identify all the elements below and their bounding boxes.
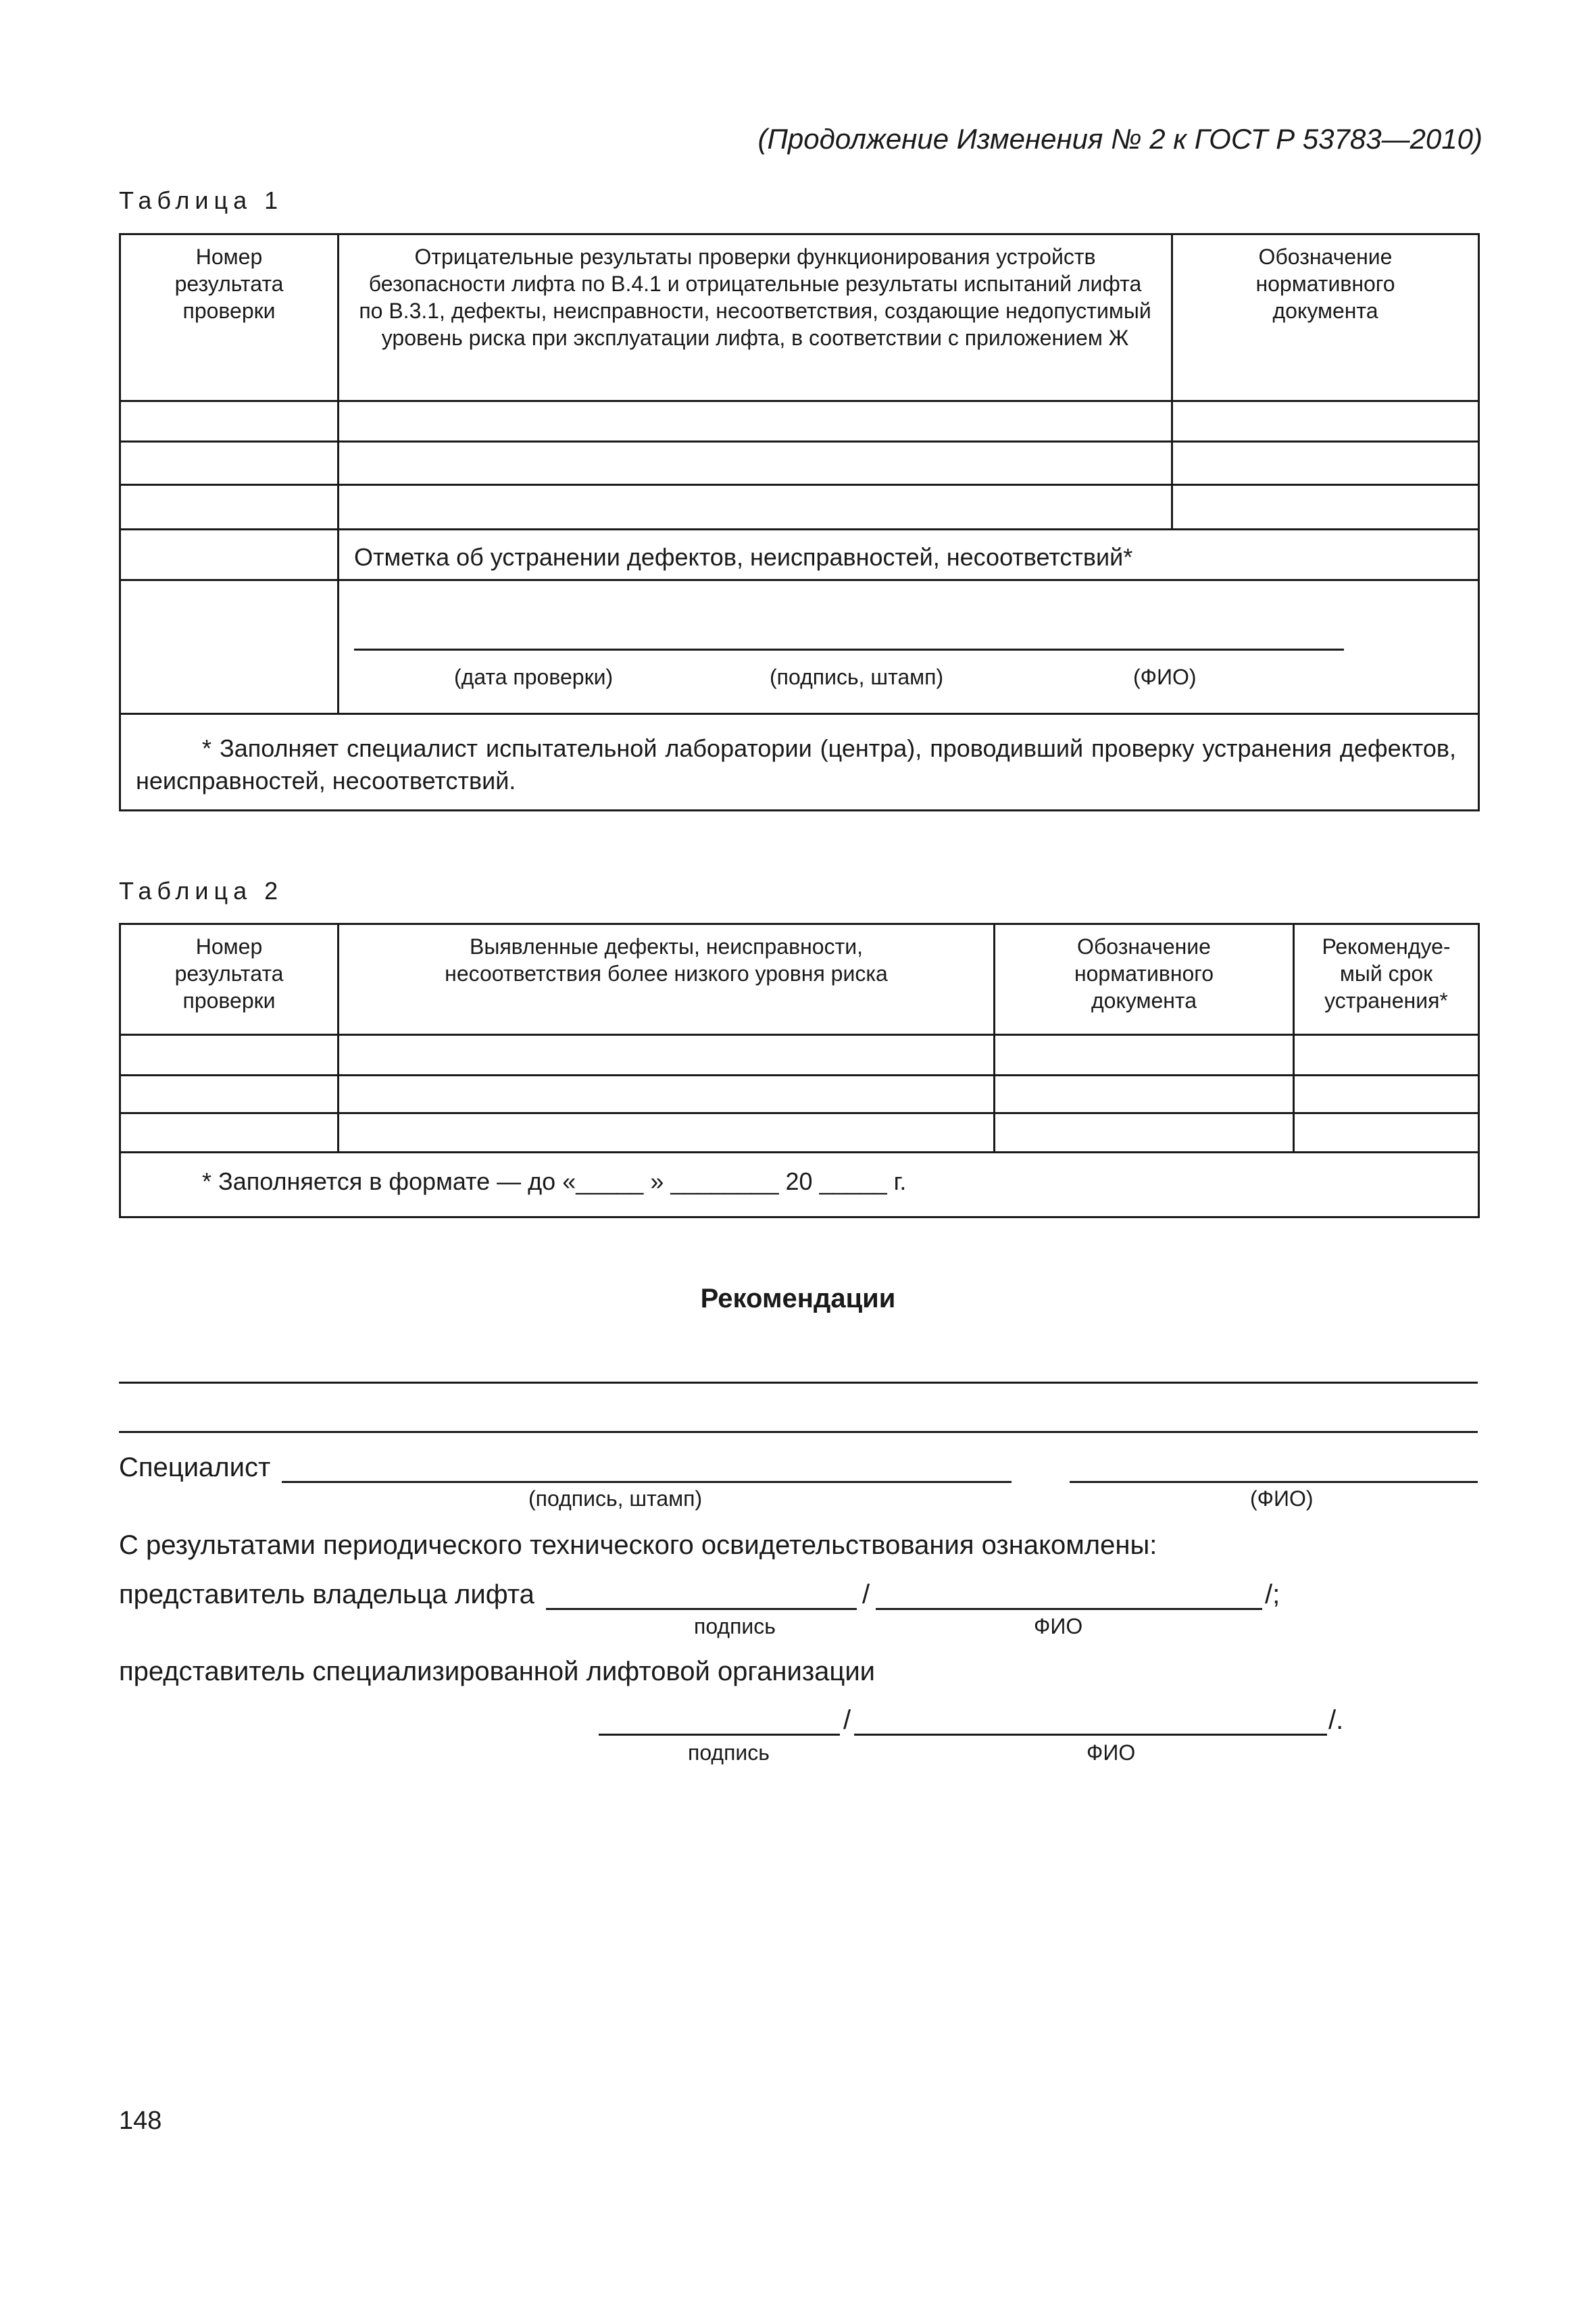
owner-name-label: ФИО bbox=[1034, 1614, 1083, 1638]
date-check-label: (дата проверки) bbox=[454, 665, 614, 689]
table1-header-normative-doc: Обозначение нормативного документа bbox=[1172, 234, 1479, 401]
table-row bbox=[120, 485, 1479, 530]
table-row bbox=[120, 1113, 1479, 1153]
table1-mark-row bbox=[120, 530, 1479, 580]
table-cell[interactable] bbox=[1172, 485, 1479, 530]
table-cell[interactable] bbox=[339, 401, 1172, 442]
table-cell[interactable] bbox=[995, 1035, 1294, 1076]
table-cell bbox=[120, 580, 339, 714]
header-note: (Продолжение Изменения № 2 к ГОСТ Р 53783—2010) bbox=[757, 123, 1482, 155]
acknowledgement-intro: С результатами периодического технического освидетельствования ознакомлены: bbox=[119, 1530, 1157, 1560]
owner-signature-label: подпись bbox=[694, 1614, 776, 1638]
org-name-label: ФИО bbox=[1087, 1740, 1136, 1765]
table-cell[interactable] bbox=[1294, 1035, 1479, 1076]
owner-separator: / bbox=[862, 1580, 870, 1609]
table-row bbox=[120, 442, 1479, 485]
specialist-signature-label: (подпись, штамп) bbox=[528, 1486, 703, 1511]
table2-header-recommended-term: Рекомендуе-мый срок устранения* bbox=[1294, 924, 1479, 1035]
owner-end: /; bbox=[1265, 1580, 1280, 1609]
recommendation-line-1[interactable] bbox=[119, 1382, 1478, 1384]
table1 bbox=[119, 233, 1480, 811]
table2-header-defects: Выявленные дефекты, неисправности, несоответствия более низкого уровня риска bbox=[339, 924, 995, 1035]
table-row bbox=[120, 1035, 1479, 1076]
org-signature-label: подпись bbox=[688, 1740, 770, 1765]
table1-footnote-row bbox=[120, 714, 1479, 811]
org-separator: / bbox=[843, 1705, 851, 1735]
table2 bbox=[119, 923, 1480, 1218]
table-row bbox=[120, 401, 1479, 442]
table-cell[interactable] bbox=[120, 442, 339, 485]
table1-sign-row bbox=[120, 580, 1479, 714]
table-cell[interactable] bbox=[120, 1076, 339, 1113]
owner-name-line[interactable] bbox=[876, 1608, 1262, 1610]
table-cell bbox=[120, 530, 339, 580]
table1-mark-text: Отметка об устранении дефектов, неисправностей, несоответствий* bbox=[339, 530, 1479, 580]
table-cell[interactable] bbox=[1294, 1113, 1479, 1153]
org-name-line[interactable] bbox=[854, 1734, 1327, 1736]
table1-footnote: * Заполняет специалист испытательной лаборатории (центра), проводивший проверку устранения дефектов, неисправностей, несоответствий. bbox=[120, 714, 1479, 811]
recommendations-title: Рекомендации bbox=[700, 1284, 896, 1313]
table-cell[interactable] bbox=[120, 485, 339, 530]
table-cell[interactable] bbox=[339, 485, 1172, 530]
table-row bbox=[120, 1076, 1479, 1113]
full-name-label: (ФИО) bbox=[1133, 665, 1197, 689]
table1-sign-cell bbox=[339, 580, 1479, 714]
table-cell[interactable] bbox=[1294, 1076, 1479, 1113]
specialist-signature-line[interactable] bbox=[282, 1481, 1012, 1483]
table1-header-negative-results: Отрицательные результаты проверки функционирования устройств безопасности лифта по В.4.1 и отрицательные результаты испытаний лифта по В.3.1, дефекты, неисправности, несоответствия, создающие недопустимый уровень риска при эксплуатации лифта, в соответствии с приложением Ж bbox=[339, 234, 1172, 401]
table1-header-result-number: Номер результата проверки bbox=[120, 234, 339, 401]
table-cell[interactable] bbox=[339, 1035, 995, 1076]
specialist-name-line[interactable] bbox=[1070, 1481, 1478, 1483]
table-cell[interactable] bbox=[995, 1076, 1294, 1113]
table-cell[interactable] bbox=[120, 1113, 339, 1153]
org-rep-label: представитель специализированной лифтовой организации bbox=[119, 1657, 876, 1686]
signature-stamp-label: (подпись, штамп) bbox=[770, 665, 944, 689]
table-cell[interactable] bbox=[339, 1076, 995, 1113]
table-cell[interactable] bbox=[339, 1113, 995, 1153]
org-signature-line[interactable] bbox=[599, 1734, 840, 1736]
owner-rep-label: представитель владельца лифта bbox=[119, 1580, 534, 1609]
table-cell[interactable] bbox=[1172, 442, 1479, 485]
org-end: /. bbox=[1328, 1705, 1344, 1735]
table-cell[interactable] bbox=[339, 442, 1172, 485]
table2-header-normative-doc: Обозначение нормативного документа bbox=[995, 924, 1294, 1035]
table-cell[interactable] bbox=[1172, 401, 1479, 442]
table-cell[interactable] bbox=[120, 1035, 339, 1076]
specialist-name-label: (ФИО) bbox=[1250, 1486, 1314, 1511]
table2-footnote: * Заполняется в формате — до «_____ » ________ 20 _____ г. bbox=[120, 1153, 1479, 1217]
recommendation-line-2[interactable] bbox=[119, 1431, 1478, 1433]
table2-footnote-row bbox=[120, 1153, 1479, 1217]
table2-caption: Таблица 2 bbox=[119, 877, 284, 905]
page-number: 148 bbox=[119, 2107, 162, 2135]
table-cell[interactable] bbox=[995, 1113, 1294, 1153]
table1-caption: Таблица 1 bbox=[119, 186, 284, 214]
signature-line[interactable] bbox=[354, 649, 1344, 651]
specialist-label: Специалист bbox=[119, 1453, 271, 1482]
table2-header-result-number: Номер результата проверки bbox=[120, 924, 339, 1035]
owner-signature-line[interactable] bbox=[546, 1608, 857, 1610]
table-cell[interactable] bbox=[120, 401, 339, 442]
